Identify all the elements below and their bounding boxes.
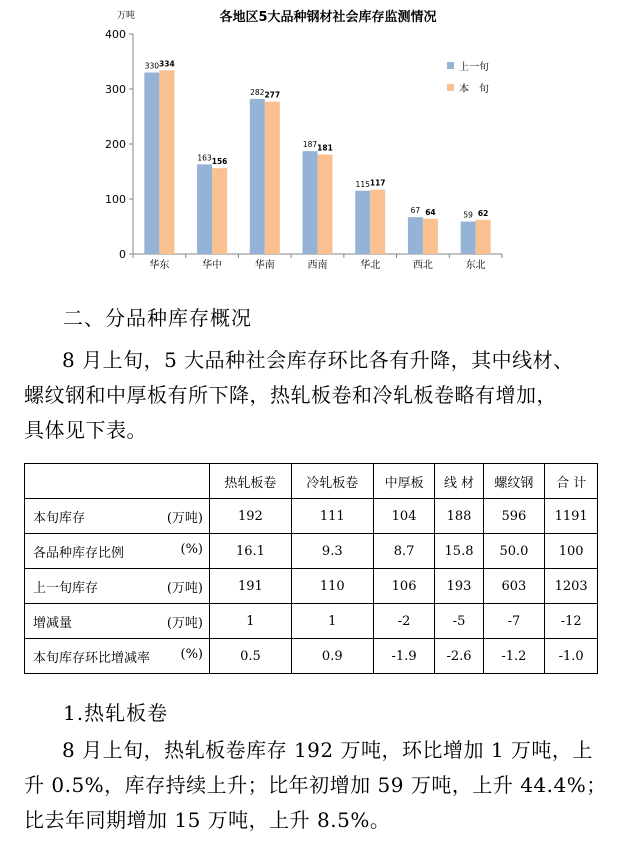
hot-rolled-paragraph (24, 733, 607, 838)
x-tick-label: 华北 (360, 260, 381, 271)
intro-line: 螺纹钢和中厚板有所下降，热轧板卷和冷轧板卷略有增加， (24, 383, 557, 407)
row-unit: (万吨) (166, 510, 203, 526)
bar-value-label: 282 (250, 87, 265, 97)
table-row (25, 534, 598, 569)
bar (265, 102, 280, 254)
row-label: 各品种库存比例 (33, 545, 125, 561)
table-cell: 1 (291, 604, 373, 639)
bar (197, 164, 212, 254)
column-header: 中厚板 (373, 464, 435, 499)
legend-swatch (447, 84, 454, 91)
table-row (25, 639, 598, 674)
table-cell: -2 (373, 604, 435, 639)
bar (423, 219, 438, 254)
x-tick-label: 西北 (412, 260, 433, 271)
table-cell: 191 (210, 569, 292, 604)
column-header: 热轧板卷 (210, 464, 292, 499)
bar (318, 154, 333, 254)
row-label: 本旬库存环比增减率 (33, 650, 151, 666)
bar-value-label: 330 (144, 61, 160, 71)
table-cell: -7 (483, 604, 545, 639)
table-cell: -5 (435, 604, 483, 639)
bar-value-label: 59 (463, 210, 473, 220)
table-cell: 110 (291, 569, 373, 604)
bar (250, 99, 265, 254)
x-tick-label: 西南 (307, 260, 328, 271)
table-cell: 16.1 (210, 534, 292, 569)
table-cell: 0.9 (291, 639, 373, 674)
table-cell: 106 (373, 569, 435, 604)
table-cell: 8.7 (373, 534, 435, 569)
table-cell: 9.3 (291, 534, 373, 569)
y-tick-label: 200 (105, 138, 126, 151)
table-cell: 596 (483, 499, 545, 534)
row-header (25, 534, 210, 569)
intro-paragraph (24, 343, 604, 448)
bar (144, 73, 159, 255)
chart-legend (447, 60, 489, 95)
column-header: 冷轧板卷 (291, 464, 373, 499)
chart-bars (144, 59, 490, 254)
y-tick-label: 300 (105, 83, 126, 96)
table-cell: 1191 (545, 499, 598, 534)
bar (212, 168, 227, 254)
row-unit: (%) (180, 541, 203, 557)
bar (461, 222, 476, 254)
bar-value-label: 117 (369, 178, 386, 188)
table-cell: 100 (545, 534, 598, 569)
bar-value-label: 64 (425, 207, 436, 217)
section-heading-hot-rolled-coil: 1.热轧板卷 (63, 701, 169, 725)
table-cell: 603 (483, 569, 545, 604)
x-tick-label: 华南 (254, 260, 275, 271)
section-heading-product-inventory: 二、分品种库存概况 (63, 306, 252, 330)
x-tick-label: 东北 (465, 260, 486, 271)
bar (476, 220, 491, 254)
column-header: 螺纹钢 (483, 464, 545, 499)
table-row (25, 499, 598, 534)
legend-label: 上一旬 (459, 62, 489, 73)
intro-line: 具体见下表。 (24, 418, 147, 442)
bar-value-label: 67 (410, 206, 421, 216)
y-tick-label: 100 (105, 193, 126, 206)
legend-label: 本 旬 (459, 84, 489, 95)
table-corner-cell (25, 464, 210, 499)
table-cell: -1.2 (483, 639, 545, 674)
row-header (25, 639, 210, 674)
bar-value-label: 115 (355, 179, 370, 189)
row-unit: (万吨) (166, 615, 203, 631)
x-tick-label: 华中 (202, 260, 223, 271)
bar (303, 151, 318, 254)
bar-value-label: 163 (197, 153, 212, 163)
table-cell: -1.0 (545, 639, 598, 674)
paragraph-line: 升 0.5%，库存持续上升；比年初增加 59 万吨，上升 44.4%； (24, 773, 607, 797)
row-unit: (万吨) (166, 580, 203, 596)
table-cell: 188 (435, 499, 483, 534)
row-label: 本旬库存 (33, 510, 86, 526)
bar-value-label: 156 (211, 157, 228, 167)
column-header: 合 计 (545, 464, 598, 499)
bar-value-label: 181 (317, 143, 333, 153)
table-cell: 104 (373, 499, 435, 534)
y-tick-label: 0 (119, 248, 126, 261)
table-cell: 15.8 (435, 534, 483, 569)
bar-value-label: 187 (302, 140, 318, 150)
row-unit: (%) (180, 646, 203, 662)
y-tick-label: 400 (105, 28, 126, 41)
table-cell: 192 (210, 499, 292, 534)
table-cell: 1203 (545, 569, 598, 604)
y-axis-unit-label: 万吨 (117, 11, 136, 21)
table-cell: 193 (435, 569, 483, 604)
bar (370, 190, 385, 254)
table-header-row (25, 464, 598, 499)
bar-value-label: 334 (159, 59, 175, 69)
bar (159, 70, 174, 254)
row-header (25, 604, 210, 639)
intro-line: 8 月上旬，5 大品种社会库存环比各有升降，其中线材、 (62, 348, 574, 372)
table-row (25, 569, 598, 604)
table-cell: 0.5 (210, 639, 292, 674)
table-cell: 1 (210, 604, 292, 639)
row-label: 上一旬库存 (33, 580, 99, 596)
table-cell: -2.6 (435, 639, 483, 674)
column-header: 线 材 (435, 464, 483, 499)
legend-swatch (447, 62, 454, 69)
table-row (25, 604, 598, 639)
chart-title: 各地区5大品种钢材社会库存监测情况 (219, 10, 437, 25)
inventory-table (24, 463, 598, 674)
table-cell: 50.0 (483, 534, 545, 569)
bar-value-label: 277 (264, 90, 281, 100)
paragraph-line: 比去年同期增加 15 万吨，上升 8.5%。 (24, 808, 391, 832)
row-header (25, 569, 210, 604)
bar (408, 217, 423, 254)
inventory-bar-chart (0, 0, 621, 290)
bar (355, 191, 370, 254)
row-label: 增减量 (33, 615, 73, 631)
x-tick-label: 华东 (149, 260, 170, 271)
paragraph-line: 8 月上旬，热轧板卷库存 192 万吨，环比增加 1 万吨，上 (62, 738, 593, 762)
table-cell: 111 (291, 499, 373, 534)
row-header (25, 499, 210, 534)
table-cell: -12 (545, 604, 598, 639)
bar-value-label: 62 (477, 208, 489, 218)
table-cell: -1.9 (373, 639, 435, 674)
